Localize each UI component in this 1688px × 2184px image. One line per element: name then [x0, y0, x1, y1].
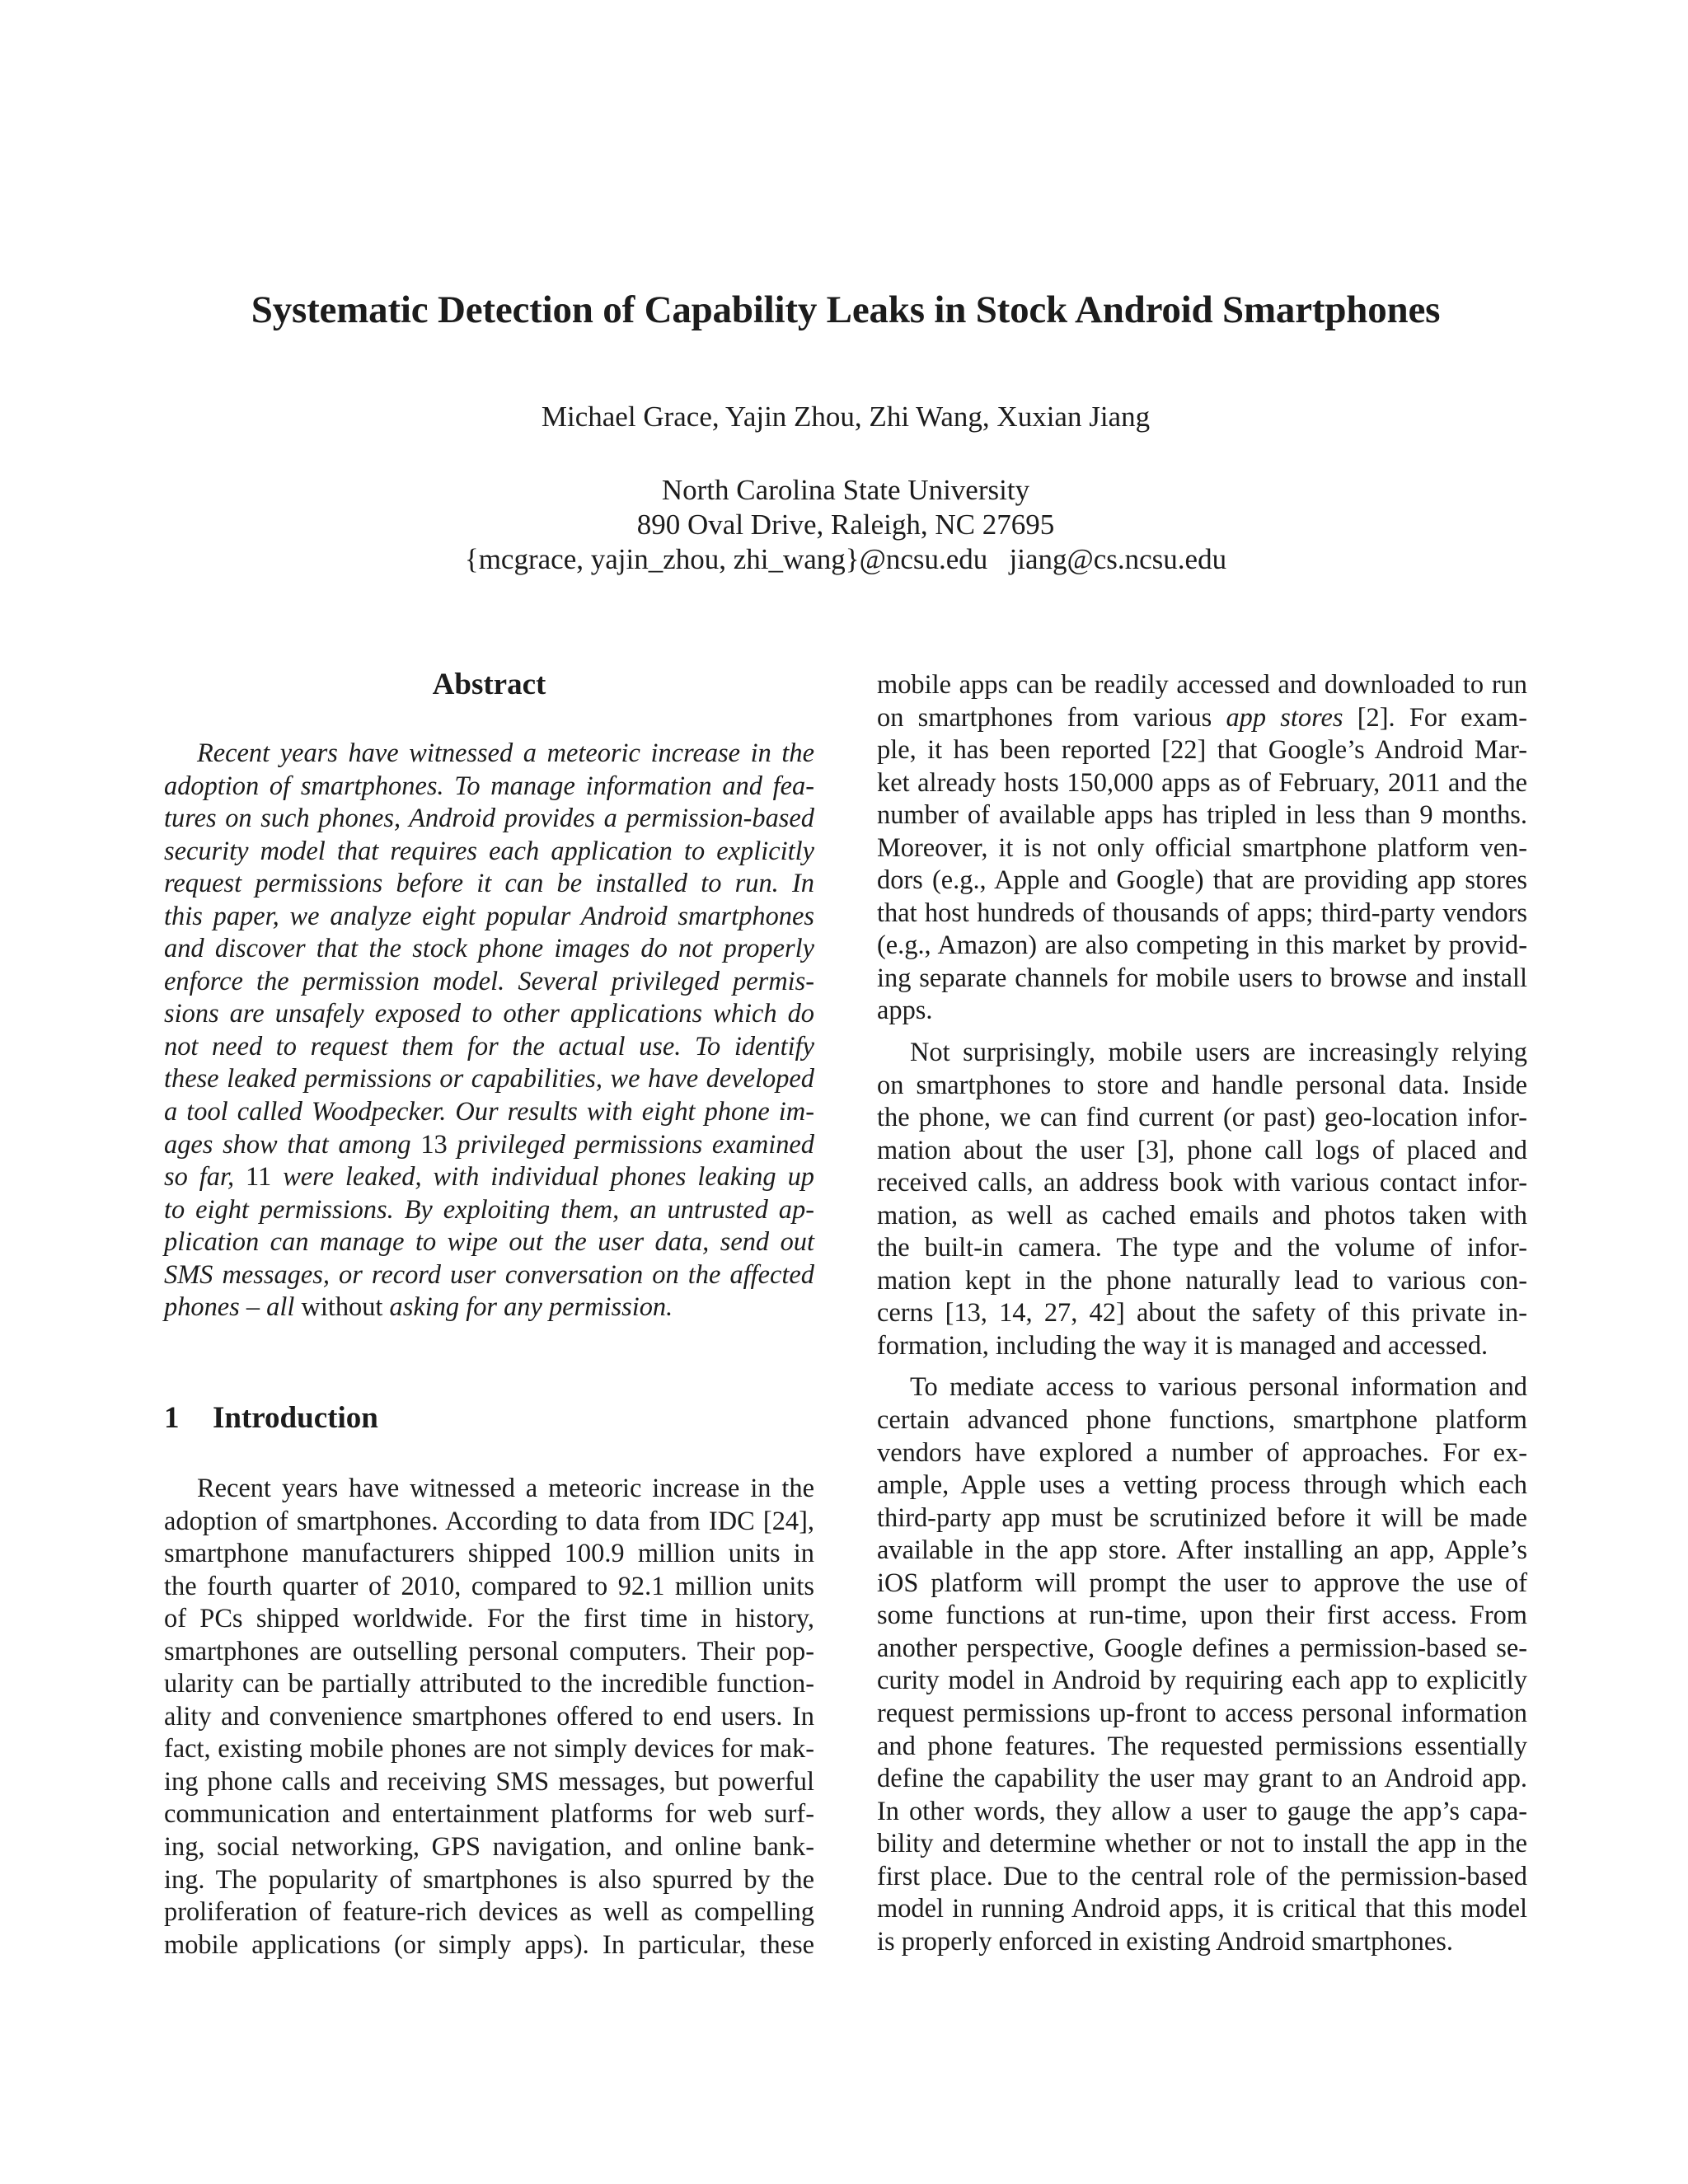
text-fragment: were leaked, with individual phones leaking up	[271, 1162, 814, 1193]
text-line: request permissions up-front to access personal information	[877, 1698, 1527, 1728]
text-line: another perspective, Google defines a permission-based se-	[877, 1633, 1527, 1663]
text-line: available in the app store. After installing an app, Apple’s	[877, 1535, 1527, 1566]
text-line: mation about the user [3], phone call logs of placed and	[877, 1135, 1527, 1165]
text-line: fact, existing mobile phones are not simply devices for mak-	[164, 1734, 814, 1765]
text-line: curity model in Android by requiring each app to explicitly	[877, 1666, 1527, 1696]
text-line: tures on such phones, Android provides a permission-based	[164, 804, 814, 834]
text-line: mation, as well as cached emails and photos taken with	[877, 1200, 1527, 1230]
text-line: certain advanced phone functions, smartphone platform	[877, 1405, 1527, 1436]
text-fragment: phones – all	[164, 1292, 302, 1323]
text-line: adoption of smartphones. According to data from IDC [24],	[164, 1506, 814, 1536]
text-line: mobile applications (or simply apps). In particular, these	[164, 1929, 814, 1960]
text-line: that host hundreds of thousands of apps; third-party vendors	[877, 898, 1527, 928]
text-line: ample, Apple uses a vetting process through which each	[877, 1470, 1527, 1501]
text-line: the phone, we can find current (or past) geo-location infor-	[877, 1103, 1527, 1133]
text-line: Recent years have witnessed a meteoric increase in the	[197, 1474, 814, 1503]
text-line	[164, 1161, 814, 1194]
paper-title: Systematic Detection of Capability Leaks in Stock Android Smartphones	[251, 288, 1441, 331]
introduction-body-continued	[877, 669, 1527, 1958]
text-line: model in running Android apps, it is critical that this model	[877, 1894, 1527, 1924]
text-line: vendors have explored a number of approaches. For ex-	[877, 1437, 1527, 1468]
text-line: ing separate channels for mobile users to browse and install	[877, 963, 1527, 993]
text-fragment: asking for any permission.	[382, 1292, 673, 1323]
text-line: of PCs shipped worldwide. For the first time in history,	[164, 1604, 814, 1634]
text-line: formation, including the way it is managed and accessed.	[877, 1330, 1489, 1361]
text-line	[164, 1129, 814, 1162]
text-line: ket already hosts 150,000 apps as of February, 2011 and the	[877, 767, 1527, 798]
text-line: smartphone manufacturers shipped 100.9 million units in	[164, 1539, 814, 1569]
abstract-heading: Abstract	[432, 668, 546, 701]
text-line: ple, it has been reported [22] that Google’s Android Mar-	[877, 735, 1527, 766]
text-line: To mediate access to various personal information and	[910, 1372, 1527, 1403]
text-line: received calls, an address book with various contact infor-	[877, 1168, 1527, 1198]
section-title: Introduction	[213, 1401, 378, 1435]
text-line: bility and determine whether or not to install the app in the	[877, 1829, 1527, 1859]
text-line: smartphones are outselling personal computers. Their pop-	[164, 1636, 814, 1666]
text-fragment: [2]. For exam-	[1343, 702, 1528, 733]
text-fragment: ages show that among	[164, 1129, 421, 1160]
text-fragment: without	[301, 1292, 383, 1323]
text-line: and phone features. The requested permissions essentially	[877, 1731, 1527, 1761]
text-line: not need to request them for the actual use. To identify	[164, 1031, 814, 1062]
affiliation-block	[0, 473, 1688, 577]
text-line: the built-in camera. The type and the volume of infor-	[877, 1233, 1527, 1263]
text-fragment: privileged permissions examined	[447, 1129, 814, 1160]
text-line: this paper, we analyze eight popular Android smartphones	[164, 901, 814, 931]
text-line: ularity can be partially attributed to the incredible function-	[164, 1669, 814, 1699]
text-line: on smartphones to store and handle personal data. Inside	[877, 1070, 1527, 1100]
text-line: In other words, they allow a user to gauge the app’s capa-	[877, 1796, 1527, 1826]
text-line: ality and convenience smartphones offered to end users. In	[164, 1701, 814, 1732]
text-line	[164, 1291, 814, 1324]
text-line: security model that requires each application to explicitly	[164, 836, 814, 866]
text-fragment: so far,	[164, 1162, 246, 1193]
text-line: these leaked permissions or capabilities, we have developed	[164, 1064, 814, 1094]
text-line: SMS messages, or record user conversation on the affected	[164, 1259, 814, 1290]
text-line: mobile apps can be readily accessed and downloaded to run	[877, 670, 1527, 700]
text-line: Recent years have witnessed a meteoric increase in the	[197, 738, 814, 768]
text-line: proliferation of feature-rich devices as well as compelling	[164, 1897, 814, 1928]
paragraph	[877, 1037, 1527, 1362]
text-line: request permissions before it can be installed to run. In	[164, 869, 814, 899]
introduction-body	[164, 1473, 814, 1961]
text-line: ing phone calls and receiving SMS messages, but powerful	[164, 1766, 814, 1797]
emphasis-app-stores: app stores	[1226, 702, 1343, 733]
text-line: (e.g., Amazon) are also competing in this market by provid-	[877, 930, 1527, 961]
text-line: the fourth quarter of 2010, compared to 92.1 million units	[164, 1571, 814, 1601]
text-line: adoption of smartphones. To manage information and fea-	[164, 771, 814, 801]
text-line: ing, social networking, GPS navigation, and online bank-	[164, 1832, 814, 1863]
text-line: number of available apps has tripled in less than 9 months.	[877, 800, 1527, 831]
text-line: define the capability the user may grant to an Android app.	[877, 1764, 1527, 1794]
address: 890 Oval Drive, Raleigh, NC 27695	[636, 509, 1055, 541]
text-line: some functions at run-time, upon their first access. From	[877, 1601, 1527, 1631]
text-line: Not surprisingly, mobile users are increasingly relying	[910, 1038, 1527, 1068]
paragraph	[877, 669, 1527, 1028]
text-line: first place. Due to the central role of the permission-based	[877, 1861, 1527, 1891]
text-line: is properly enforced in existing Android smartphones.	[877, 1926, 1453, 1957]
text-line: a tool called Woodpecker. Our results with eight phone im-	[164, 1097, 814, 1127]
paragraph	[877, 1371, 1527, 1958]
text-line: and discover that the stock phone images do not properly	[164, 934, 814, 964]
text-line: plication can manage to wipe out the user data, send out	[164, 1227, 814, 1258]
text-line: ing. The popularity of smartphones is also spurred by the	[164, 1864, 814, 1895]
abstract-body	[164, 738, 814, 1324]
institution: North Carolina State University	[661, 474, 1030, 506]
text-fragment: on smartphones from various	[877, 702, 1226, 733]
text-line: cerns [13, 14, 27, 42] about the safety of this private in-	[877, 1298, 1527, 1329]
author-list: Michael Grace, Yajin Zhou, Zhi Wang, Xuxian Jiang	[541, 401, 1151, 433]
section-heading-introduction	[164, 1399, 378, 1437]
text-line: dors (e.g., Apple and Google) that are providing app stores	[877, 865, 1527, 896]
text-line: communication and entertainment platforms for web surf-	[164, 1799, 814, 1830]
text-line: mation kept in the phone naturally lead to various con-	[877, 1265, 1527, 1296]
text-line: iOS platform will prompt the user to approve the use of	[877, 1568, 1527, 1598]
text-line: to eight permissions. By exploiting them, an untrusted ap-	[164, 1194, 814, 1225]
count-examined: 13	[420, 1129, 448, 1160]
text-line: Moreover, it is not only official smartphone platform ven-	[877, 832, 1527, 863]
text-line	[877, 702, 1527, 735]
count-leaked: 11	[246, 1162, 272, 1193]
text-line: enforce the permission model. Several privileged permis-	[164, 966, 814, 996]
text-line: third-party app must be scrutinized before it will be made	[877, 1502, 1527, 1533]
text-line: sions are unsafely exposed to other applications which do	[164, 999, 814, 1029]
section-number: 1	[164, 1401, 180, 1435]
text-line: apps.	[877, 996, 933, 1026]
author-emails: {mcgrace, yajin_zhou, zhi_wang}@ncsu.edu jiang@cs.ncsu.edu	[464, 543, 1227, 575]
